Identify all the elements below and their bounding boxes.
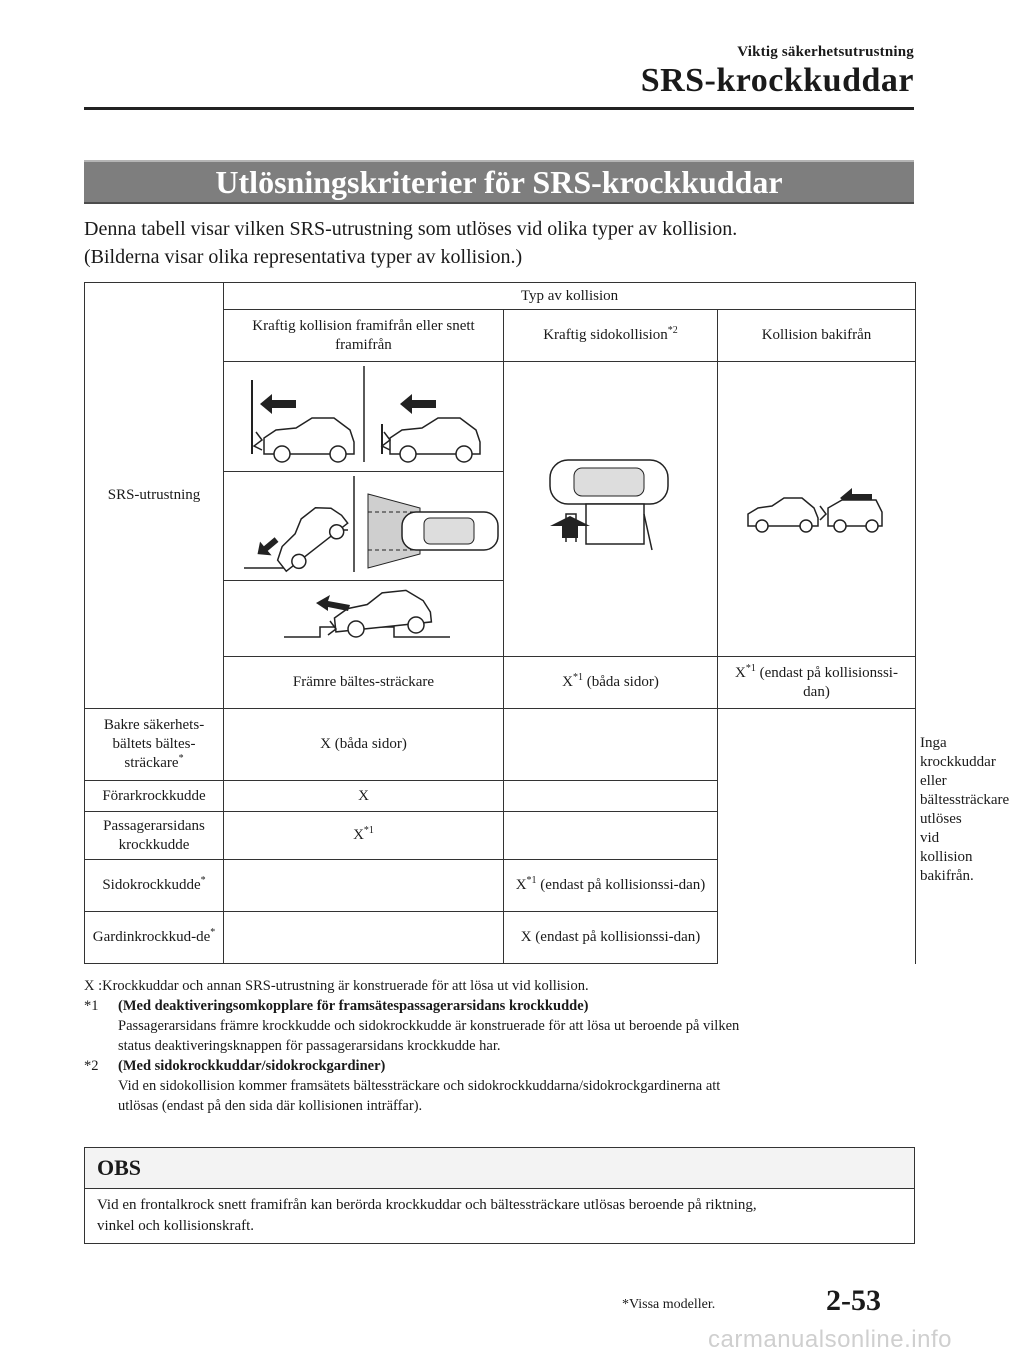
- rear-collision-header: Kollision bakifrån: [718, 310, 916, 362]
- footnote-2-title: *2 (Med sidokrockkuddar/sidokrockgardiner): [84, 1058, 386, 1074]
- front-collision-illustration-1: [224, 362, 504, 472]
- cell-curtain-airbag-side: X (endast på kollisionssi-dan): [504, 912, 718, 964]
- footnote-2-line-1: Vid en sidokollision kommer framsätets bältessträckare och sidokrockkuddarna/sidokrockgardinerna att: [118, 1078, 721, 1094]
- cell-passenger-airbag-side: [504, 812, 718, 860]
- cell-driver-airbag-front: X: [224, 781, 504, 812]
- watermark: carmanualsonline.info: [708, 1326, 952, 1353]
- deployment-table: SRS-utrustning Typ av kollision Kraftig kollision framifrån eller snett framifrån Kraftig sidokollision$^{*2}$ Kollision bakifrån Främre bältes-sträckare $X^{*1}$ (båda sidor) $X^{*1}$ (endast på kollisionssi-dan) Inga krockkuddar eller bältessträckare utlöses vid kollision bakifrån. Bakre säkerhets-bältets bältes-sträckare* X (båda sidor) Förarkrockkudde X Passagerarsidans krockkudde $X^{*1}$ Sidokrockkudde* $X^{*1}$ (endast på kollisionssi-dan) Gardinkrockkud-de* X (endast på kollisionssi-dan): [84, 282, 916, 964]
- cell-side-airbag-front: [224, 860, 504, 912]
- footnote-2-line-2: utlösas (endast på den sida där kollisionen inträffar).: [118, 1098, 423, 1114]
- footnotes: [84, 976, 914, 1116]
- car-offset-impact-icon: [382, 394, 480, 462]
- cell-front-pretensioner-side: $X^{*1}$ (endast på kollisionssi-dan): [718, 657, 916, 709]
- footnote-1-line-2: status deaktiveringsknappen för passagerarsidans krockkudde har.: [118, 1038, 501, 1054]
- section-banner: Utlösningskriterier för SRS-krockkuddar: [84, 160, 914, 204]
- front-collision-header: Kraftig kollision framifrån eller snett framifrån: [224, 310, 504, 362]
- front-collision-illustration-2: [224, 472, 504, 581]
- car-top-view-icon: [550, 460, 668, 550]
- row-label-front-pretensioner: Främre bältes-sträckare: [224, 657, 504, 709]
- obs-line-2: vinkel och kollisionskraft.: [97, 1218, 255, 1234]
- car-front-impact-icon: [252, 380, 354, 462]
- collision-type-header: Typ av kollision: [224, 283, 916, 310]
- cell-rear-pretensioner-side: [504, 709, 718, 781]
- obs-title: OBS: [85, 1148, 914, 1189]
- srs-equipment-header: SRS-utrustning: [85, 283, 224, 709]
- row-label-side-airbag: Sidokrockkudde*: [85, 860, 224, 912]
- obs-body: [85, 1189, 914, 1243]
- row-label-curtain-airbag: Gardinkrockkud-de*: [85, 912, 224, 964]
- footnote-1-title: *1 (Med deaktiveringsomkopplare för framsätespassagerarsidans krockkudde): [84, 998, 589, 1014]
- side-collision-header: Kraftig sidokollision$^{*2}$: [504, 310, 718, 362]
- car-rear-impact-icon: [748, 488, 882, 532]
- car-incline-impact-icon: [244, 498, 352, 577]
- car-underride-impact-icon: [284, 588, 450, 637]
- section-label: Viktig säkerhetsutrustning: [737, 44, 914, 60]
- row-label-passenger-airbag: Passagerarsidans krockkudde: [85, 812, 224, 860]
- front-collision-illustration-3: [224, 581, 504, 657]
- side-collision-illustration: [504, 362, 718, 657]
- cell-rear-pretensioner-front: X (båda sidor): [224, 709, 504, 781]
- intro-line-1: Denna tabell visar vilken SRS-utrustning som utlöses vid olika typer av kollision.: [84, 218, 738, 240]
- page-title: SRS-krockkuddar: [640, 62, 914, 99]
- row-label-rear-pretensioner: Bakre säkerhets-bältets bältes-sträckare*: [85, 709, 224, 781]
- row-label-driver-airbag: Förarkrockkudde: [85, 781, 224, 812]
- page-number: 2-53: [826, 1284, 881, 1317]
- footnote-1-line-1: Passagerarsidans främre krockkudde och sidokrockkudde är konstruerade för att lösa ut beroende på vilken: [118, 1018, 740, 1034]
- obs-note-box: [84, 1147, 915, 1244]
- obs-line-1: Vid en frontalkrock snett framifrån kan berörda krockkuddar och bältessträckare utlösas beroende på riktning,: [97, 1197, 757, 1213]
- intro-line-2: (Bilderna visar olika representativa typer av kollision.): [84, 246, 523, 268]
- cell-driver-airbag-side: [504, 781, 718, 812]
- x-footnote: X :Krockkuddar och annan SRS-utrustning är konstruerade för att lösa ut vid kollision.: [84, 978, 589, 994]
- car-top-offset-icon: [368, 494, 498, 568]
- rear-collision-illustration: [718, 362, 916, 657]
- header-rule: [84, 107, 914, 110]
- cell-curtain-airbag-front: [224, 912, 504, 964]
- footer-note: *Vissa modeller.: [622, 1297, 716, 1312]
- cell-passenger-airbag-front: $X^{*1}$: [224, 812, 504, 860]
- cell-side-airbag-side: $X^{*1}$ (endast på kollisionssi-dan): [504, 860, 718, 912]
- cell-front-pretensioner-front: $X^{*1}$ (båda sidor): [504, 657, 718, 709]
- intro-text: [84, 215, 914, 271]
